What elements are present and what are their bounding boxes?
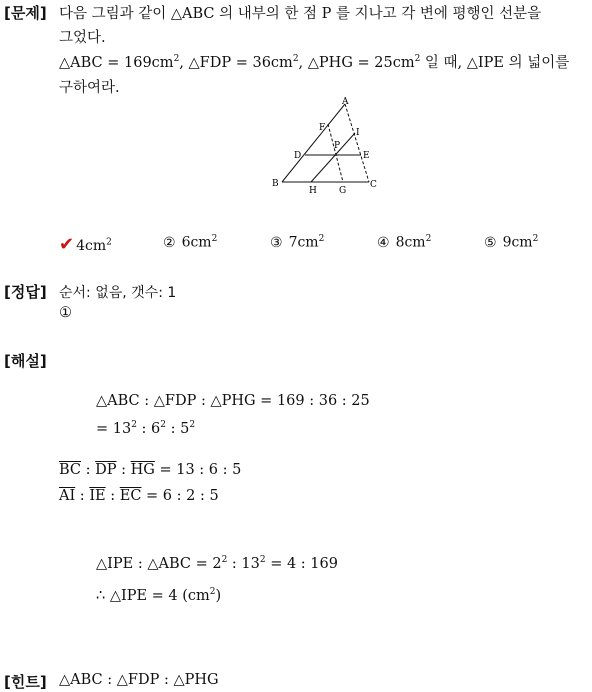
label-i: I bbox=[356, 128, 360, 138]
problem-line-4: 구하여라. bbox=[59, 80, 120, 96]
label-p: P bbox=[334, 141, 341, 151]
hint-label: [힌트] bbox=[4, 673, 47, 691]
choice-5[interactable]: ⑤ $9cm^2$ bbox=[484, 234, 539, 251]
explanation-eq4: ∴ △IPE = 4 $(cm^2)$ bbox=[96, 587, 222, 604]
label-a: A bbox=[342, 97, 349, 107]
explanation-label: [해설] bbox=[4, 352, 47, 370]
label-e: E bbox=[363, 151, 370, 161]
explanation-eq2: = $13^2$ : $6^2$ : $5^2$ bbox=[96, 420, 196, 437]
explanation-eq1: △ABC : △FDP : △PHG = 169 : 36 : 25 bbox=[96, 393, 370, 409]
check-icon: ✔ bbox=[59, 234, 75, 255]
problem-line-3: △ABC = $169cm^2$, △FDP = $36cm^2$, △PHG = $25cm^2$ 일 때, △IPE 의 넓이를 bbox=[59, 54, 570, 71]
label-d: D bbox=[294, 151, 302, 161]
label-f: F bbox=[319, 123, 326, 133]
label-b: B bbox=[272, 179, 279, 189]
explanation-ratio2: $\overline{AI}$ : $\overline{IE}$ : $\overline{EC} = 6$ : 2 : 5 bbox=[59, 488, 219, 504]
segment-hi bbox=[311, 133, 355, 182]
segment-fg bbox=[328, 124, 343, 182]
choice-4[interactable]: ④ $8cm^2$ bbox=[377, 234, 432, 251]
choice-1[interactable]: ✔ $4cm^2$ bbox=[59, 234, 112, 255]
label-g: G bbox=[339, 186, 347, 196]
answer-label: [정답] bbox=[4, 283, 47, 301]
problem-label: [문제] bbox=[4, 4, 47, 22]
problem-line-1: 다음 그림과 같이 △ABC 의 내부의 한 점 P 를 지나고 각 변에 평행인 선분을 bbox=[59, 6, 542, 22]
explanation-eq3: △IPE : △ABC = $2^2$ : $13^2 = 4$ : 169 bbox=[96, 555, 338, 572]
choice-3[interactable]: ③ $7cm^2$ bbox=[270, 234, 325, 251]
problem-line-2: 그었다. bbox=[59, 30, 106, 46]
side-ac bbox=[345, 104, 369, 182]
triangle-figure bbox=[268, 96, 388, 196]
hint-text: △ABC : △FDP : △PHG bbox=[59, 672, 219, 688]
answer-meta: 순서: 없음, 갯수: 1 bbox=[59, 285, 177, 301]
label-h: H bbox=[309, 186, 317, 196]
answer-value: ① bbox=[59, 305, 72, 321]
choice-2[interactable]: ② $6cm^2$ bbox=[163, 234, 218, 251]
label-c: C bbox=[370, 180, 377, 190]
explanation-ratio1: $\overline{BC}$ : $\overline{DP}$ : $\overline{HG} = 13$ : 6 : 5 bbox=[59, 462, 242, 478]
